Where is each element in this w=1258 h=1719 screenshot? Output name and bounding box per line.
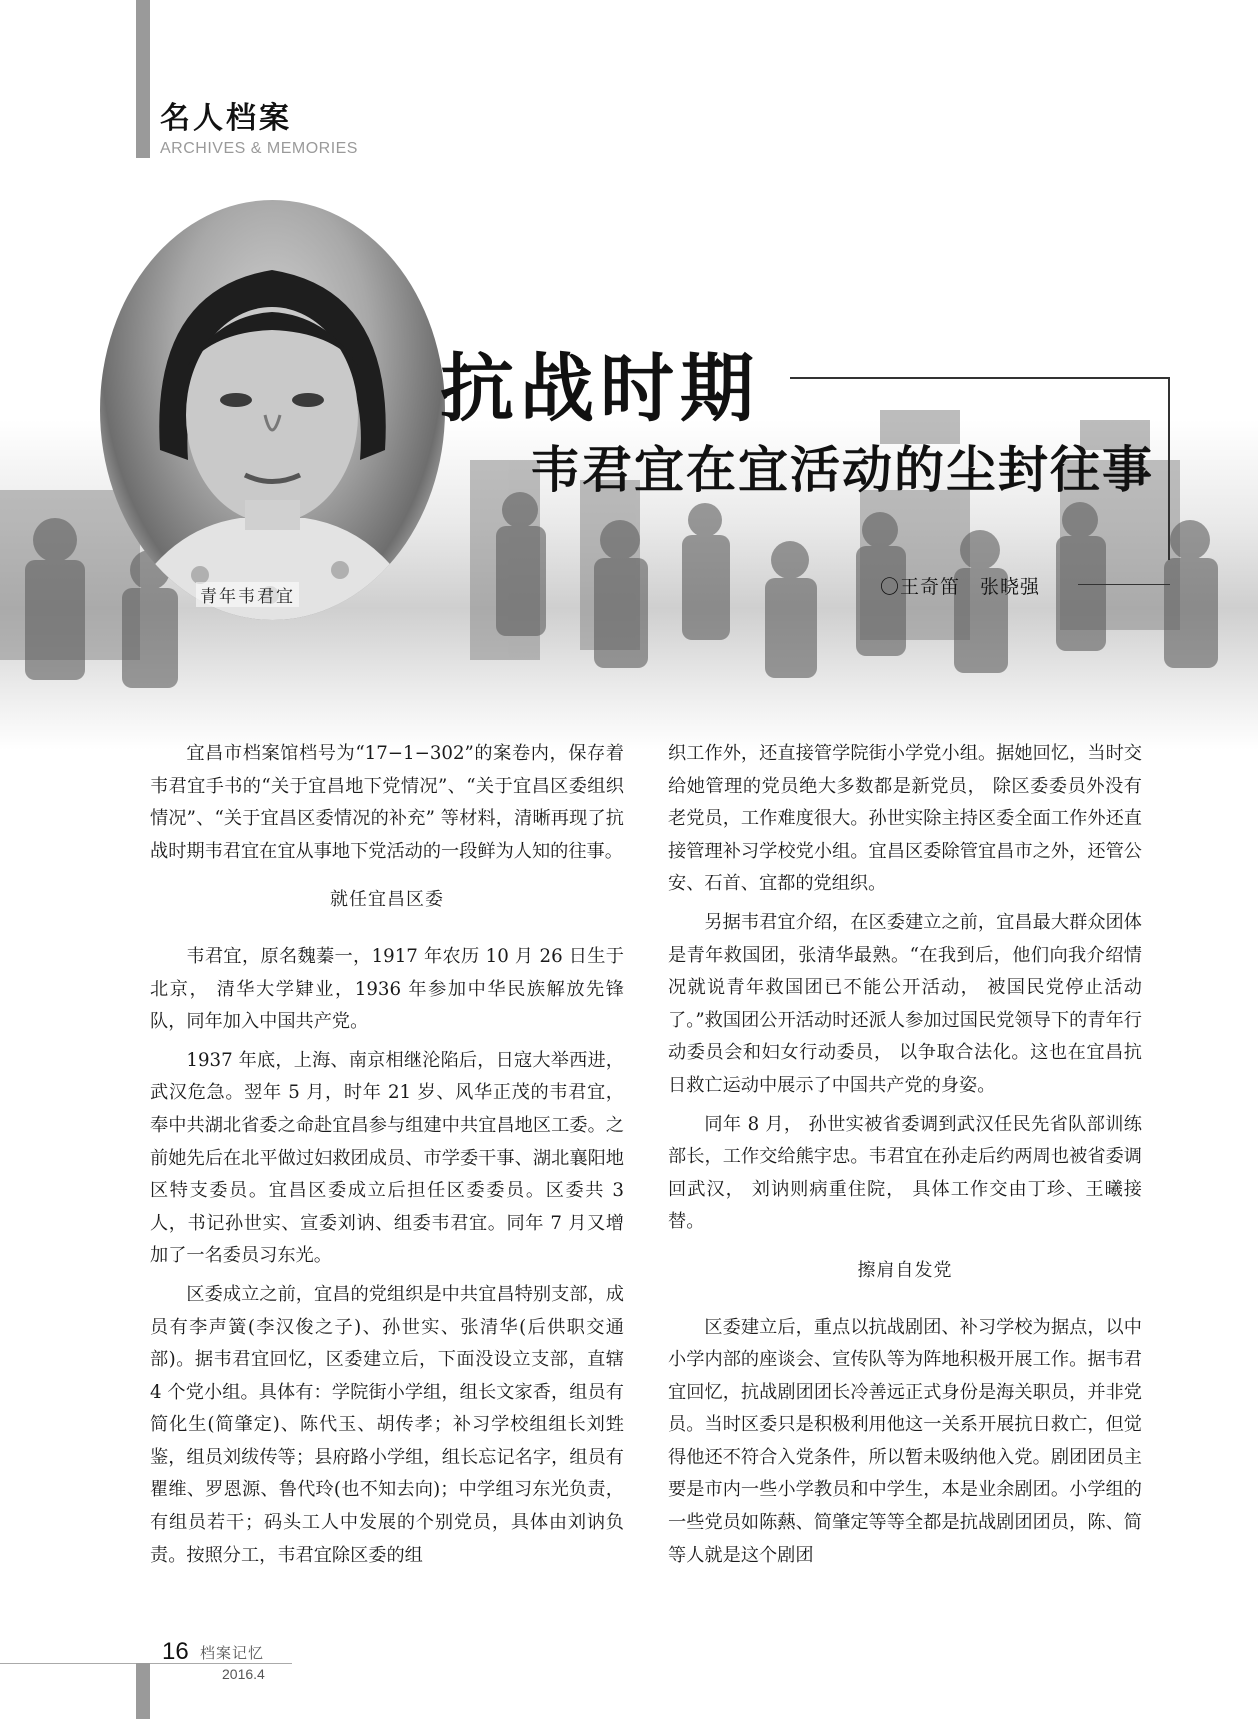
- portrait-photo: [100, 200, 445, 620]
- paragraph: 宜昌市档案馆档号为“17−1−302”的案卷内，保存着韦君宜手书的“关于宜昌地下党情况”、“关于宜昌区委组织情况”、“关于宜昌区委情况的补充” 等材料，清晰再现了抗战时期韦君宜在宜从事地下党活动的一段鲜为人知的往事。: [150, 743, 624, 862]
- title-frame-top: [790, 377, 1170, 379]
- header-accent-bar: [136, 0, 150, 158]
- page-number: 16: [162, 1638, 189, 1665]
- title-frame-right: [1168, 377, 1170, 560]
- section-heading: 擦肩自发党: [857, 1259, 953, 1281]
- author-rule: [1078, 584, 1170, 585]
- article-author: 〇王奇笛 张晓强: [880, 576, 1041, 598]
- section-heading: 就任宜昌区委: [330, 889, 444, 911]
- article-column-right: [668, 738, 1142, 1578]
- footer-accent-bar: [136, 1663, 150, 1719]
- article-column-left: [150, 738, 624, 1578]
- paragraph: 区委建立后，重点以抗战剧团、补习学校为据点，以中小学内部的座谈会、宣传队等为阵地积极开展工作。据韦君宜回忆，抗战剧团团长冷善远正式身份是海关职员，并非党员。当时区委只是积极利用他这一关系开展抗日救亡，但觉得他还不符合入党条件，所以暂未吸纳他入党。剧团团员主要是市内一些小学教员和中学生，本是业余剧团。小学组的一些党员如陈爇、简肇定等等全都是抗战剧团团员，陈、简等人就是这个剧团: [668, 1316, 1142, 1566]
- paragraph: 1937 年底，上海、南京相继沦陷后，日寇大举西进，武汉危急。翌年 5 月，时年 21 岁、风华正茂的韦君宜，奉中共湖北省委之命赴宜昌参与组建中共宜昌地区工委。之前她先后在北平做过妇救团成员、市学委干事、湖北襄阳地区特支委员。宜昌区委成立后担任区委委员。区委共 3 人，书记孙世实、宣委刘讷、组委韦君宜。同年 7 月又增加了一名委员习东光。: [150, 1049, 624, 1267]
- photo-caption: 青年韦君宜: [196, 582, 299, 607]
- article-title: 抗战时期: [440, 346, 760, 432]
- section-subtitle: ARCHIVES & MEMORIES: [160, 140, 358, 157]
- portrait-drawing: [100, 200, 445, 620]
- article-subtitle: 韦君宜在宜活动的尘封往事: [530, 441, 1154, 499]
- magazine-name: 档案记忆: [200, 1644, 265, 1662]
- paragraph: 韦君宜，原名魏蓁一，1917 年农历 10 月 26 日生于北京， 清华大学肄业，1936 年参加中华民族解放先锋队，同年加入中国共产党。: [150, 945, 624, 1033]
- paragraph: 织工作外，还直接管学院街小学党小组。据她回忆，当时交给她管理的党员绝大多数都是新党员， 除区委委员外没有老党员，工作难度很大。孙世实除主持区委全面工作外还直接管理补习学校党小组。宜昌区委除管宜昌市之外，还管公安、石首、宜都的党组织。: [668, 743, 1142, 895]
- paragraph: 另据韦君宜介绍，在区委建立之前，宜昌最大群众团体是青年救国团，张清华最熟。“在我到后，他们向我介绍情况就说青年救国团已不能公开活动， 被国民党停止活动了。”救国团公开活动时还派人参加过国民党领导下的青年行动委员会和妇女行动委员， 以争取合法化。这也在宜昌抗日救亡运动中展示了中国共产党的身姿。: [668, 911, 1142, 1096]
- issue-date: 2016.4: [222, 1666, 265, 1682]
- paragraph: 区委成立之前，宜昌的党组织是中共宜昌特别支部，成员有李声簧(李汉俊之子)、孙世实、张清华(后供职交通部)。据韦君宜回忆，区委建立后，下面没设立支部，直辖 4 个党小组。具体有：学院街小学组，组长文家香，组员有简化生(简肇定)、陈代玉、胡传孝；补习学校组组长刘甡鉴，组员刘绂传等；县府路小学组，组长忘记名字，组员有瞿维、罗恩源、鲁代玲(也不知去向)；中学组习东光负责，有组员若干；码头工人中发展的个别党员，具体由刘讷负责。按照分工，韦君宜除区委的组: [150, 1283, 624, 1566]
- section-title: 名人档案: [160, 101, 292, 136]
- paragraph: 同年 8 月， 孙世实被省委调到武汉任民先省队部训练部长，工作交给熊宇忠。韦君宜在孙走后约两周也被省委调回武汉， 刘讷则病重住院， 具体工作交由丁珍、王曦接替。: [668, 1113, 1142, 1233]
